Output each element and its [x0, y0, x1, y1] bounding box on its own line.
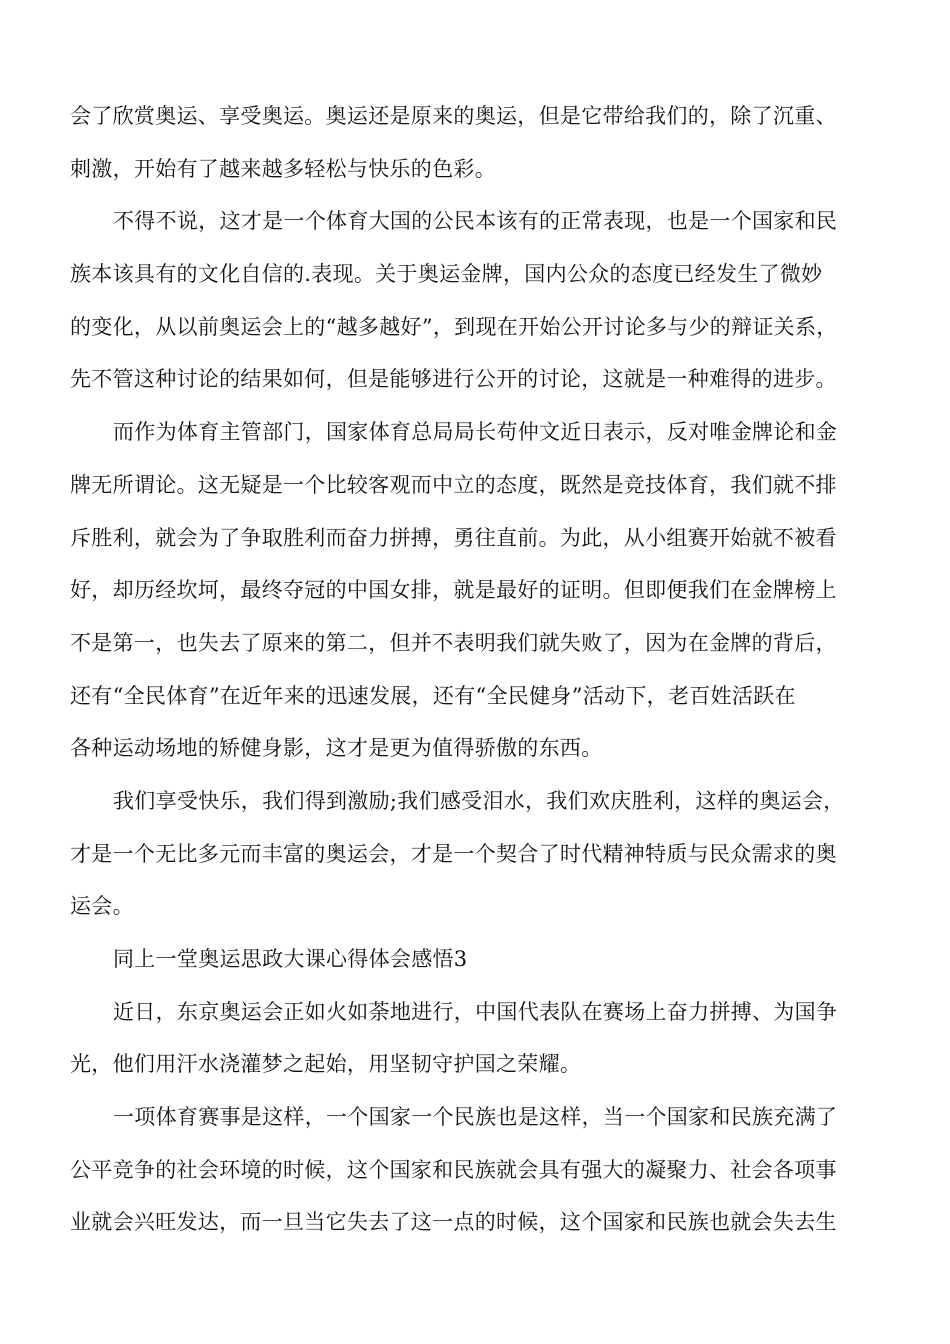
text-line: 牌无所谓论。这无疑是一个比较客观而中立的态度，既然是竞技体育，我们就不排	[70, 472, 837, 497]
text-line: 的变化，从以前奥运会上的“越多越好”，到现在开始公开讨论多与少的辩证关系，	[70, 314, 838, 339]
text-line: 一项体育赛事是这样，一个国家一个民族也是这样，当一个国家和民族充满了	[113, 1105, 838, 1130]
section-heading: 同上一堂奥运思政大课心得体会感悟3	[113, 947, 468, 971]
text-line: 不是第一，也失去了原来的第二，但并不表明我们就失败了，因为在金牌的背后，	[70, 630, 837, 655]
text-line: 会了欣赏奥运、享受奥运。奥运还是原来的奥运，但是它带给我们的，除了沉重、	[70, 104, 837, 128]
text-line: 我们享受快乐，我们得到激励;我们感受泪水，我们欢庆胜利，这样的奥运会，	[113, 788, 845, 813]
text-line: 光，他们用汗水浇灌梦之起始，用坚韧守护国之荣耀。	[70, 1052, 582, 1077]
text-line: 先不管这种讨论的结果如何，但是能够进行公开的讨论，这就是一种难得的进步。	[70, 367, 837, 392]
text-line: 而作为体育主管部门，国家体育总局局长苟仲文近日表示，反对唯金牌论和金	[113, 420, 838, 445]
text-line: 近日，东京奥运会正如火如荼地进行，中国代表队在赛场上奋力拼搏、为国争	[113, 999, 838, 1024]
text-line: 才是一个无比多元而丰富的奥运会，才是一个契合了时代精神特质与民众需求的奥	[70, 841, 837, 866]
text-line: 业就会兴旺发达，而一旦当它失去了这一点的时候，这个国家和民族也就会失去生	[70, 1210, 837, 1235]
text-line: 族本该具有的文化自信的.表现。关于奥运金牌，国内公众的态度已经发生了微妙	[70, 262, 823, 287]
text-line: 刺激，开始有了越来越多轻松与快乐的色彩。	[70, 156, 496, 181]
text-line: 公平竞争的社会环境的时候，这个国家和民族就会具有强大的凝聚力、社会各项事	[70, 1157, 837, 1182]
text-line: 好，却历经坎坷，最终夺冠的中国女排，就是最好的证明。但即便我们在金牌榜上	[70, 578, 837, 603]
text-line: 还有“全民体育”在近年来的迅速发展，还有“全民健身”活动下，老百姓活跃在	[70, 683, 796, 708]
text-line: 不得不说，这才是一个体育大国的公民本该有的正常表现，也是一个国家和民	[113, 209, 838, 234]
text-line: 运会。	[70, 894, 134, 919]
text-line: 各种运动场地的矫健身影，这才是更为值得骄傲的东西。	[70, 736, 603, 761]
text-line: 斥胜利，就会为了争取胜利而奋力拼搏，勇往直前。为此，从小组赛开始就不被看	[70, 525, 837, 550]
document-body	[70, 90, 890, 1249]
